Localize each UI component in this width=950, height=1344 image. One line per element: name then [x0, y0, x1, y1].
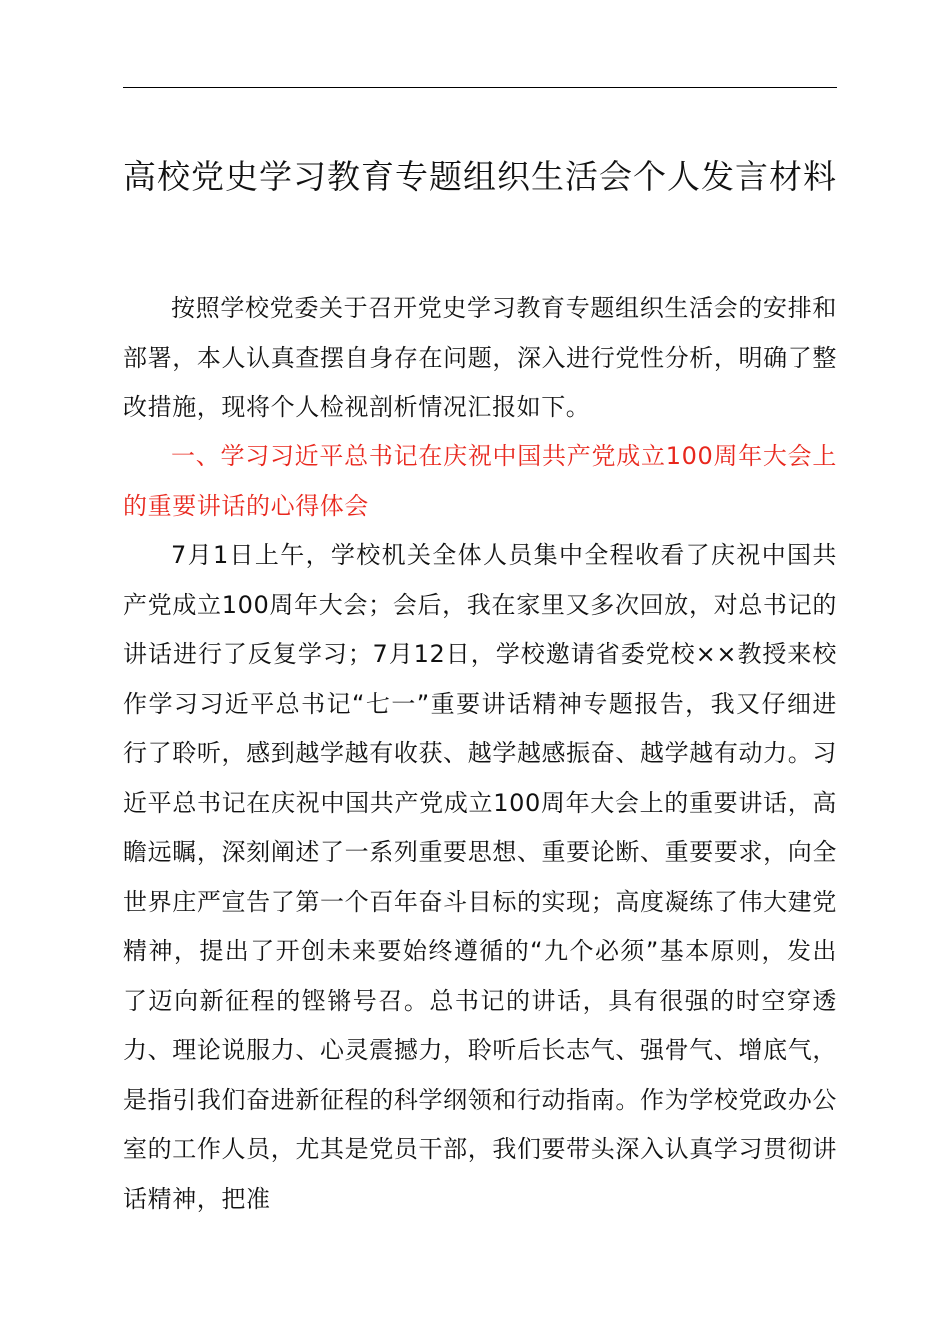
- intro-paragraph: 按照学校党委关于召开党史学习教育专题组织生活会的安排和部署，本人认真查摆自身存在问题，深入进行党性分析，明确了整改措施，现将个人检视剖析情况汇报如下。: [123, 294, 837, 421]
- section-heading: 一、学习习近平总书记在庆祝中国共产党成立100周年大会上的重要讲话的心得体会: [123, 442, 837, 520]
- document-title: 高校党史学习教育专题组织生活会个人发言材料: [123, 157, 837, 196]
- body-paragraph: 7月1日上午，学校机关全体人员集中全程收看了庆祝中国共产党成立100周年大会；会后，我在家里又多次回放，对总书记的讲话进行了反复学习；7月12日，学校邀请省委党校××教授来校作学习习近平总书记“七一”重要讲话精神专题报告，我又仔细进行了聆听，感到越学越有收获、越学越感振奋、越学越有动力。习近平总书记在庆祝中国共产党成立100周年大会上的重要讲话，高瞻远瞩，深刻阐述了一系列重要思想、重要论断、重要要求，向全世界庄严宣告了第一个百年奋斗目标的实现；高度凝练了伟大建党精神，提出了开创未来要始终遵循的“九个必须”基本原则，发出了迈向新征程的铿锵号召。总书记的讲话，具有很强的时空穿透力、理论说服力、心灵震撼力，聆听后长志气、强骨气、增底气，是指引我们奋进新征程的科学纲领和行动指南。作为学校党政办公室的工作人员，尤其是党员干部，我们要带头深入认真学习贯彻讲话精神，把准: [123, 541, 837, 1213]
- header-rule: [123, 87, 837, 88]
